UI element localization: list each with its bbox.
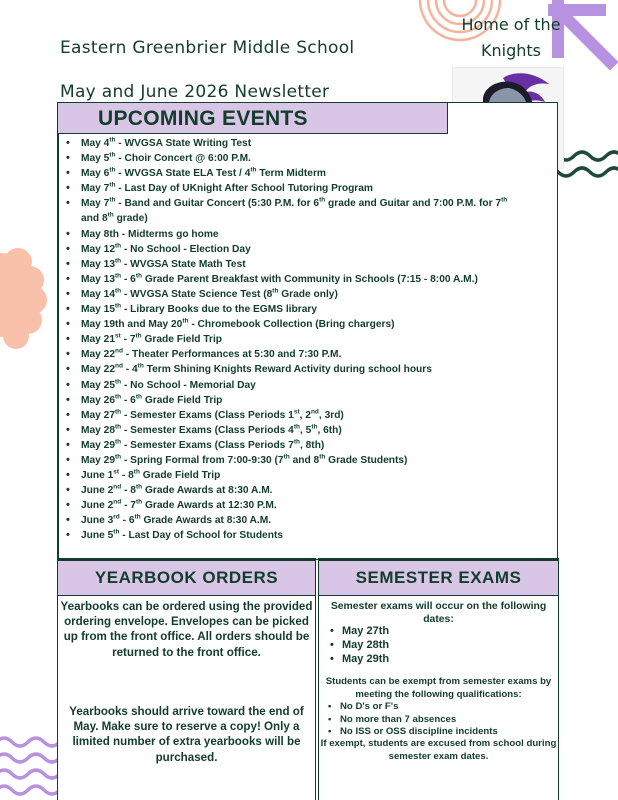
event-text: May 12: [81, 243, 115, 255]
ordinal-suffix: th: [293, 423, 300, 431]
event-text: Term Midterm: [256, 168, 326, 180]
ordinal-suffix: th: [250, 166, 257, 174]
exam-date-item: • May 28th: [328, 638, 389, 652]
exam-dates-list: [328, 624, 389, 667]
event-text: - Semester Exams (Class Periods 4: [121, 424, 294, 436]
exams-intro: Semester exams will occur on the following dates:: [330, 601, 547, 626]
ordinal-suffix: th: [134, 513, 141, 521]
event-text: - Last Day of School for Students: [119, 530, 283, 542]
event-text: - WVGSA State Science Test (8: [121, 288, 273, 300]
home-of-the-knights: [448, 12, 574, 64]
event-text: Grade Field Trip: [139, 470, 221, 482]
event-item: [62, 438, 548, 453]
event-item: [62, 287, 548, 302]
ordinal-suffix: th: [109, 196, 116, 204]
home-line-2: Knights: [481, 41, 541, 60]
event-text: Grade Field Trip: [142, 394, 223, 406]
ordinal-suffix: th: [109, 136, 116, 144]
event-text: - Last Day of UKnight After School Tutoring Program: [115, 183, 373, 195]
event-text: June 3: [81, 515, 114, 527]
ordinal-suffix: th: [114, 257, 122, 265]
event-item: [62, 468, 548, 483]
exams-header: [318, 560, 559, 596]
ordinal-suffix: th: [109, 151, 116, 159]
ordinal-suffix: th: [283, 453, 290, 461]
event-item: [62, 498, 548, 513]
event-item: [62, 272, 548, 287]
event-item: [62, 242, 548, 257]
event-text: Term Shining Knights Reward Activity during school hours: [143, 364, 432, 376]
event-text: May 13: [81, 258, 115, 270]
event-text: - 7: [121, 500, 136, 512]
event-text: - 4: [122, 364, 138, 376]
school-name: Eastern Greenbrier Middle School: [60, 38, 355, 58]
ordinal-suffix: th: [114, 393, 122, 401]
event-text: Grade Awards at 12:30 P.M.: [142, 500, 277, 512]
ordinal-suffix: nd: [310, 408, 319, 416]
event-item: [62, 196, 521, 226]
event-text: May 27: [81, 409, 115, 421]
qualification-item: • No ISS or OSS discipline incidents: [326, 726, 498, 739]
ordinal-suffix: th: [272, 287, 279, 295]
event-item: [62, 151, 548, 166]
event-text: May 29: [81, 439, 115, 451]
event-text: June 2: [81, 485, 114, 497]
event-item: [62, 181, 548, 196]
event-item: [62, 317, 548, 332]
ordinal-suffix: nd: [114, 347, 123, 355]
yearbook-paragraph-2: Yearbooks should arrive toward the end of May. Make sure to reserve a copy! Only a limited number of extra yearbooks will be purchased.: [69, 705, 304, 764]
event-text: - Spring Formal from 7:00-9:30 (7: [121, 454, 284, 466]
event-item: [62, 483, 548, 498]
ordinal-suffix: st: [293, 408, 300, 416]
ordinal-suffix: th: [114, 438, 122, 446]
event-text: May 13: [81, 273, 115, 285]
ordinal-suffix: nd: [114, 363, 123, 371]
event-text: and 8: [289, 454, 320, 466]
ordinal-suffix: th: [182, 317, 189, 325]
event-text: - Band and Guitar Concert (5:30 P.M. for 6: [115, 198, 320, 210]
event-text: grade and Guitar and 7:00 P.M. for 7: [325, 198, 502, 210]
event-text: Grade Students): [325, 454, 408, 466]
event-item: [62, 257, 548, 272]
event-text: June 1: [81, 470, 114, 482]
exempt-intro: Students can be exempt from semester exams by meeting the following qualifications:: [325, 676, 552, 700]
event-item: [62, 227, 548, 242]
event-text: - WVGSA State Math Test: [121, 258, 246, 270]
ordinal-suffix: th: [114, 378, 122, 386]
purple-wave-decoration: [0, 720, 60, 800]
exam-date-item: • May 29th: [328, 652, 389, 666]
event-text: and 8: [81, 213, 108, 225]
event-text: May 8th - Midterms go home: [81, 228, 219, 240]
yearbook-paragraph-1: Yearbooks can be ordered using the provided ordering envelope. Envelopes can be picked up from the front office. All orders should be returned to the front office.: [60, 600, 313, 659]
event-text: - 8: [121, 485, 136, 497]
ordinal-suffix: nd: [113, 483, 122, 491]
event-text: May 6: [81, 168, 110, 180]
event-text: - Chromebook Collection (Bring chargers): [188, 319, 395, 331]
event-text: , 3rd): [318, 409, 344, 421]
event-text: Grade only): [278, 288, 338, 300]
ordinal-suffix: th: [135, 332, 142, 340]
ordinal-suffix: th: [135, 393, 142, 401]
event-item: [62, 393, 548, 408]
event-item: [62, 423, 548, 438]
ordinal-suffix: th: [311, 423, 318, 431]
event-text: - No School - Election Day: [121, 243, 251, 255]
event-text: May 19th and May 20: [81, 319, 183, 331]
event-item: [62, 513, 548, 528]
event-item: [62, 347, 548, 362]
newsletter-title: May and June 2026 Newsletter: [60, 82, 330, 102]
ordinal-suffix: th: [114, 423, 122, 431]
event-text: May 4: [81, 138, 110, 149]
ordinal-suffix: th: [137, 363, 144, 371]
event-text: - WVGSA State ELA Test / 4: [115, 168, 251, 180]
event-text: May 22: [81, 349, 115, 361]
yearbook-header: [57, 560, 316, 596]
exam-date-item: • May 27th: [328, 624, 389, 638]
event-text: - 7: [120, 334, 136, 346]
event-text: May 15: [81, 304, 115, 316]
event-text: - 6: [121, 273, 136, 285]
home-line-1: Home of the: [461, 15, 561, 34]
event-text: May 5: [81, 153, 110, 165]
event-text: , 6th): [317, 424, 342, 436]
event-item: [62, 302, 548, 317]
event-item: [62, 136, 548, 151]
qualification-item: • No more than 7 absences: [326, 714, 498, 727]
qualification-item: • No D's or F's: [326, 701, 498, 714]
ordinal-suffix: th: [135, 272, 142, 280]
ordinal-suffix: nd: [113, 498, 122, 506]
exams-title: SEMESTER EXAMS: [355, 568, 522, 587]
event-text: - WVGSA State Writing Test: [115, 138, 252, 149]
ordinal-suffix: th: [114, 408, 122, 416]
qualifications-list: [326, 701, 498, 739]
event-text: May 21: [81, 334, 115, 346]
event-item: [62, 362, 548, 377]
ordinal-suffix: th: [135, 483, 143, 491]
event-text: - 6: [119, 515, 135, 527]
ordinal-suffix: th: [114, 453, 122, 461]
event-text: May 7: [81, 183, 110, 195]
event-text: May 22: [81, 364, 115, 376]
event-text: May 14: [81, 288, 115, 300]
events-list: [62, 136, 548, 544]
ordinal-suffix: th: [293, 438, 300, 446]
ordinal-suffix: th: [114, 287, 122, 295]
event-text: Grade Awards at 8:30 A.M.: [140, 515, 272, 527]
event-text: - Choir Concert @ 6:00 P.M.: [115, 153, 251, 165]
event-text: - Theater Performances at 5:30 and 7:30 P.M.: [122, 349, 342, 361]
event-text: , 8th): [299, 439, 325, 451]
ordinal-suffix: st: [114, 332, 121, 340]
ordinal-suffix: th: [501, 196, 508, 204]
event-text: - Library Books due to the EGMS library: [121, 304, 317, 316]
event-text: - No School - Memorial Day: [121, 379, 256, 391]
event-text: May 25: [81, 379, 115, 391]
event-text: grade): [113, 213, 148, 225]
event-text: June 2: [81, 500, 114, 512]
ordinal-suffix: th: [114, 242, 122, 250]
yearbook-title: YEARBOOK ORDERS: [94, 568, 279, 587]
ordinal-suffix: th: [109, 181, 116, 189]
event-text: Grade Awards at 8:30 A.M.: [142, 485, 273, 497]
event-text: , 2: [299, 409, 311, 421]
ordinal-suffix: th: [113, 529, 120, 537]
event-text: - 6: [121, 394, 136, 406]
event-text: May 29: [81, 454, 115, 466]
ordinal-suffix: th: [107, 212, 114, 220]
event-text: - Semester Exams (Class Periods 7: [121, 439, 294, 451]
event-text: May 28: [81, 424, 115, 436]
ordinal-suffix: th: [109, 166, 116, 174]
event-item: [62, 166, 548, 181]
ordinal-suffix: th: [114, 272, 122, 280]
ordinal-suffix: st: [113, 468, 120, 476]
peach-flower-decoration: [0, 240, 60, 350]
ordinal-suffix: th: [319, 453, 326, 461]
event-item: [62, 332, 548, 347]
event-text: May 7: [81, 198, 110, 210]
ordinal-suffix: th: [114, 302, 122, 310]
event-text: May 26: [81, 394, 115, 406]
event-text: Grade Field Trip: [141, 334, 223, 346]
event-text: Grade Parent Breakfast with Community in Schools (7:15 - 8:00 A.M.): [142, 273, 478, 285]
event-text: , 5: [299, 424, 312, 436]
events-title: UPCOMING EVENTS: [98, 107, 308, 130]
ordinal-suffix: th: [135, 498, 143, 506]
event-item: [62, 528, 548, 543]
ordinal-suffix: th: [319, 196, 326, 204]
event-text: - 8: [119, 470, 134, 482]
event-item: [62, 408, 548, 423]
event-text: - Semester Exams (Class Periods 1: [121, 409, 294, 421]
events-header: [57, 102, 448, 134]
ordinal-suffix: th: [133, 468, 140, 476]
event-item: [62, 378, 548, 393]
event-text: June 5: [81, 530, 114, 542]
ordinal-suffix: rd: [113, 513, 120, 521]
event-item: [62, 453, 548, 468]
exams-closing: If exempt, students are excused from school during semester exam dates.: [320, 738, 557, 762]
